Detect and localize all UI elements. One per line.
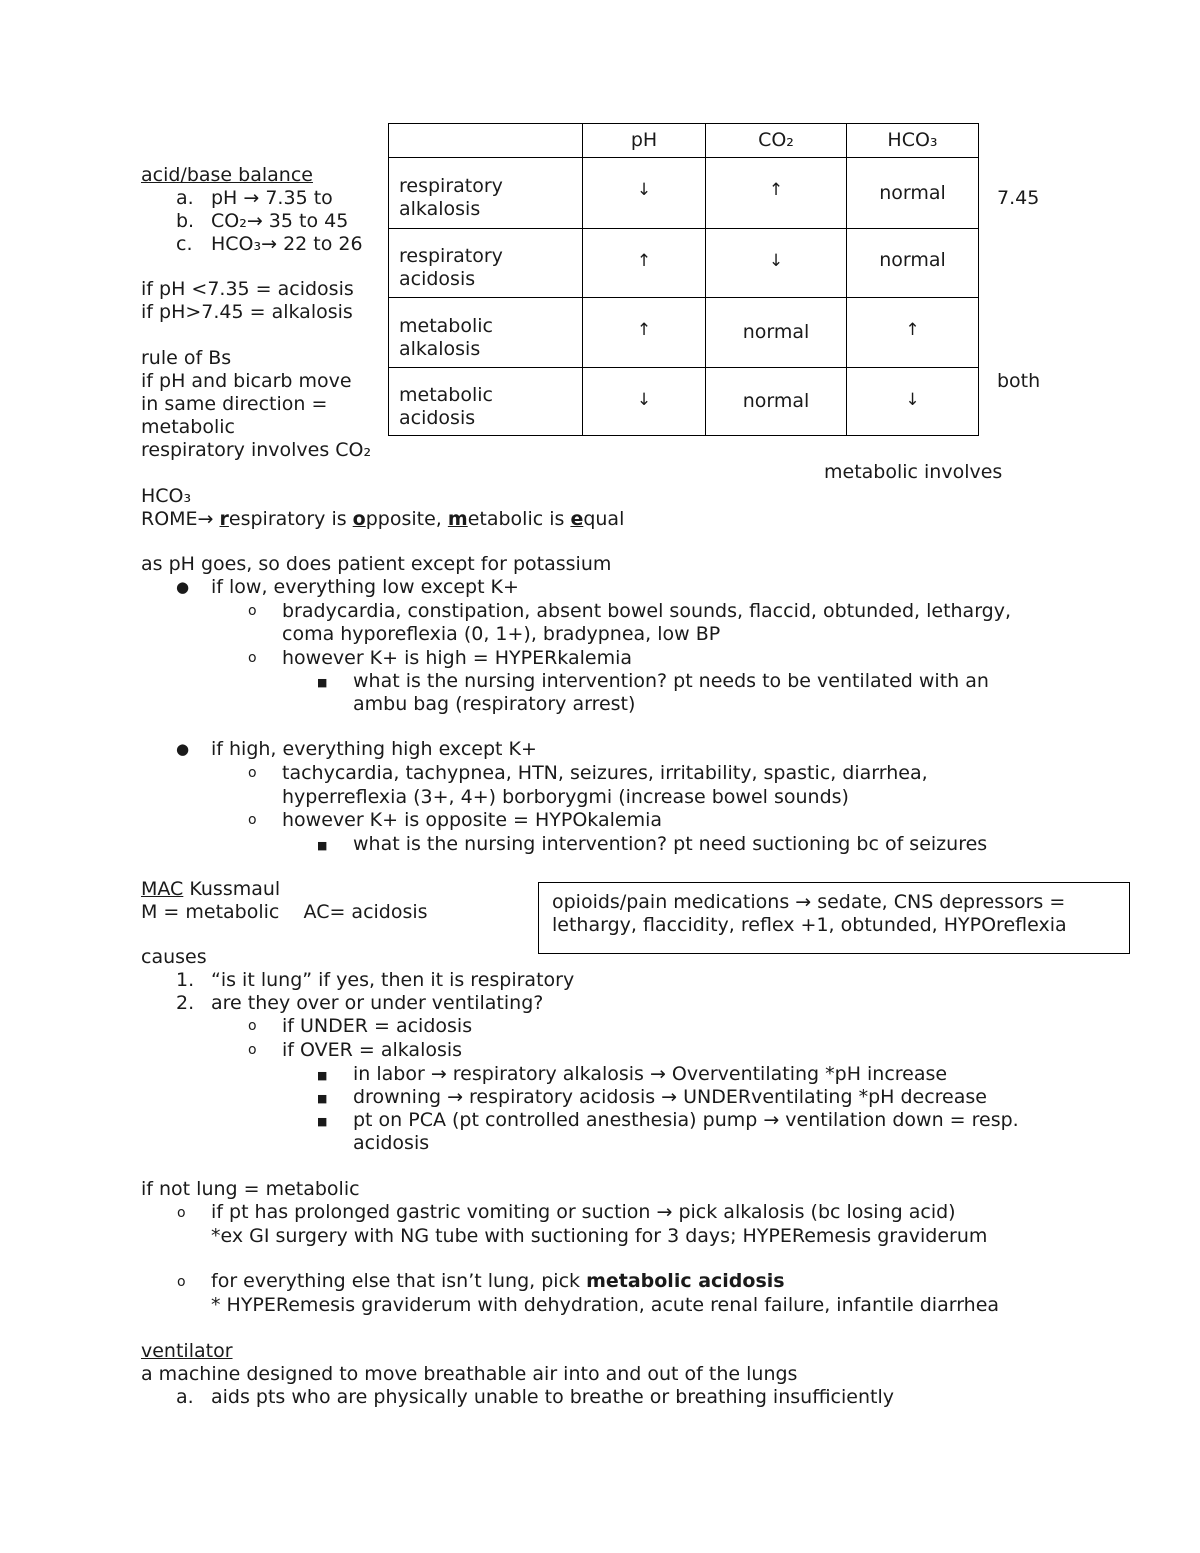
square-bullet-icon: ■ — [317, 839, 328, 852]
row-label: metabolic alkalosis — [389, 298, 583, 368]
not-lung-item: * HYPERemesis graviderum with dehydration, acute renal failure, infantile diarrhea — [211, 1294, 1000, 1316]
cell-ph — [583, 158, 706, 229]
cell-co2: normal — [706, 298, 847, 368]
not-lung-item: for everything else that isn’t lung, pick metabolic acidosis — [211, 1270, 785, 1292]
square-bullet-icon: ■ — [317, 1115, 328, 1128]
row-label: respiratory acidosis — [389, 229, 583, 298]
arrow-down-icon: ↓ — [905, 390, 920, 410]
table-header-row — [389, 124, 979, 158]
example-line: pt on PCA (pt controlled anesthesia) pump → ventilation down = resp. — [353, 1109, 1019, 1131]
metabolic-involves-note: metabolic involves — [824, 461, 1003, 483]
table-header-hco3: HCO₃ — [847, 124, 979, 158]
circle-bullet-icon: o — [248, 603, 257, 619]
box-line: lethargy, flaccidity, reflex +1, obtunded, HYPOreflexia — [552, 914, 1067, 936]
ventilator-item: aids pts who are physically unable to breathe or breathing insufficiently — [211, 1386, 894, 1408]
patient-heading: as pH goes, so does patient except for potassium — [141, 553, 612, 575]
list-marker: 1. — [176, 969, 195, 991]
both-note: both — [997, 370, 1041, 392]
table-header-co2: CO₂ — [706, 124, 847, 158]
opioids-note-box — [538, 882, 1130, 954]
arrow-up-icon: ↑ — [636, 251, 652, 271]
rule-of-bs-line: metabolic — [141, 416, 235, 438]
low-symptoms-line: bradycardia, constipation, absent bowel sounds, flaccid, obtunded, lethargy, — [282, 600, 1012, 622]
ventilator-definition: a machine designed to move breathable air into and out of the lungs — [141, 1363, 798, 1385]
arrow-down-icon: ↓ — [636, 180, 652, 200]
table-header-blank — [389, 124, 583, 158]
arrow-up-icon: ↑ — [905, 320, 920, 340]
table-row — [389, 158, 979, 229]
rule-of-bs-line: in same direction = — [141, 393, 328, 415]
example-line: drowning → respiratory acidosis → UNDERventilating *pH decrease — [353, 1086, 987, 1108]
cell-ph — [583, 298, 706, 368]
alkalosis-rule: if pH>7.45 = alkalosis — [141, 301, 353, 323]
circle-bullet-icon: o — [248, 1042, 257, 1058]
circle-bullet-icon: o — [177, 1274, 186, 1290]
mac-kussmaul: MAC Kussmaul — [141, 878, 281, 900]
high-title: if high, everything high except K+ — [211, 738, 537, 760]
mac-meaning: M = metabolic AC= acidosis — [141, 901, 428, 923]
ph-range: pH → 7.35 to — [211, 187, 333, 209]
section-title-acid-base: acid/base balance — [141, 164, 313, 186]
bullet-icon: ● — [176, 578, 190, 596]
example-line: in labor → respiratory alkalosis → Overventilating *pH increase — [353, 1063, 948, 1085]
list-marker: a. — [176, 187, 194, 209]
low-potassium: however K+ is high = HYPERkalemia — [282, 647, 633, 669]
list-marker: 2. — [176, 992, 195, 1014]
circle-bullet-icon: o — [248, 812, 257, 828]
arrow-up-icon: ↑ — [636, 320, 652, 340]
table-row — [389, 298, 979, 368]
hco3-label: HCO₃ — [141, 485, 192, 507]
cell-hco3 — [847, 298, 979, 368]
over-rule: if OVER = alkalosis — [282, 1039, 463, 1061]
co2-range: CO₂→ 35 to 45 — [211, 210, 349, 232]
cell-ph — [583, 229, 706, 298]
under-rule: if UNDER = acidosis — [282, 1015, 473, 1037]
row-label: respiratory alkalosis — [389, 158, 583, 229]
square-bullet-icon: ■ — [317, 1092, 328, 1105]
rule-of-bs-line: respiratory involves CO₂ — [141, 439, 372, 461]
high-symptoms-line: hyperreflexia (3+, 4+) borborygmi (increase bowel sounds) — [282, 786, 849, 808]
row-label: metabolic acidosis — [389, 368, 583, 436]
cell-co2 — [706, 158, 847, 229]
table-row — [389, 368, 979, 436]
table-row — [389, 229, 979, 298]
low-intervention-line: what is the nursing intervention? pt needs to be ventilated with an — [353, 670, 989, 692]
not-lung-title: if not lung = metabolic — [141, 1178, 360, 1200]
list-marker: b. — [176, 210, 195, 232]
rule-of-bs-title: rule of Bs — [141, 347, 232, 369]
box-line: opioids/pain medications → sedate, CNS depressors = — [552, 891, 1066, 913]
high-symptoms-line: tachycardia, tachypnea, HTN, seizures, irritability, spastic, diarrhea, — [282, 762, 928, 784]
hco3-range: HCO₃→ 22 to 26 — [211, 233, 363, 255]
list-marker: a. — [176, 1386, 194, 1408]
arrow-up-icon: ↑ — [768, 180, 784, 200]
arrow-down-icon: ↓ — [768, 251, 784, 271]
cell-hco3: normal — [847, 158, 979, 229]
bullet-icon: ● — [176, 740, 190, 758]
rule-of-bs-line: if pH and bicarb move — [141, 370, 352, 392]
circle-bullet-icon: o — [177, 1205, 186, 1221]
cause-item: “is it lung” if yes, then it is respiratory — [211, 969, 575, 991]
rome-mnemonic: ROME→ respiratory is opposite, metabolic is equal — [141, 508, 625, 530]
acidosis-rule: if pH <7.35 = acidosis — [141, 278, 354, 300]
high-potassium: however K+ is opposite = HYPOkalemia — [282, 809, 663, 831]
cause-item: are they over or under ventilating? — [211, 992, 544, 1014]
not-lung-item: *ex GI surgery with NG tube with suctioning for 3 days; HYPERemesis graviderum — [211, 1225, 988, 1247]
not-lung-item: if pt has prolonged gastric vomiting or suction → pick alkalosis (bc losing acid) — [211, 1201, 956, 1223]
square-bullet-icon: ■ — [317, 676, 328, 689]
example-line: acidosis — [353, 1132, 430, 1154]
high-intervention: what is the nursing intervention? pt need suctioning bc of seizures — [353, 833, 988, 855]
cell-hco3: normal — [847, 229, 979, 298]
low-symptoms-line: coma hyporeflexia (0, 1+), bradypnea, low BP — [282, 623, 721, 645]
circle-bullet-icon: o — [248, 765, 257, 781]
list-marker: c. — [176, 233, 193, 255]
acid-base-table — [388, 123, 979, 436]
circle-bullet-icon: o — [248, 1018, 257, 1034]
range-end-note: 7.45 — [997, 187, 1040, 209]
cell-ph — [583, 368, 706, 436]
low-intervention-line: ambu bag (respiratory arrest) — [353, 693, 636, 715]
cell-co2: normal — [706, 368, 847, 436]
circle-bullet-icon: o — [248, 650, 257, 666]
square-bullet-icon: ■ — [317, 1069, 328, 1082]
low-title: if low, everything low except K+ — [211, 576, 519, 598]
ventilator-title: ventilator — [141, 1340, 233, 1362]
arrow-down-icon: ↓ — [636, 390, 652, 410]
cell-co2 — [706, 229, 847, 298]
causes-title: causes — [141, 946, 207, 968]
table-header-ph: pH — [583, 124, 706, 158]
cell-hco3 — [847, 368, 979, 436]
